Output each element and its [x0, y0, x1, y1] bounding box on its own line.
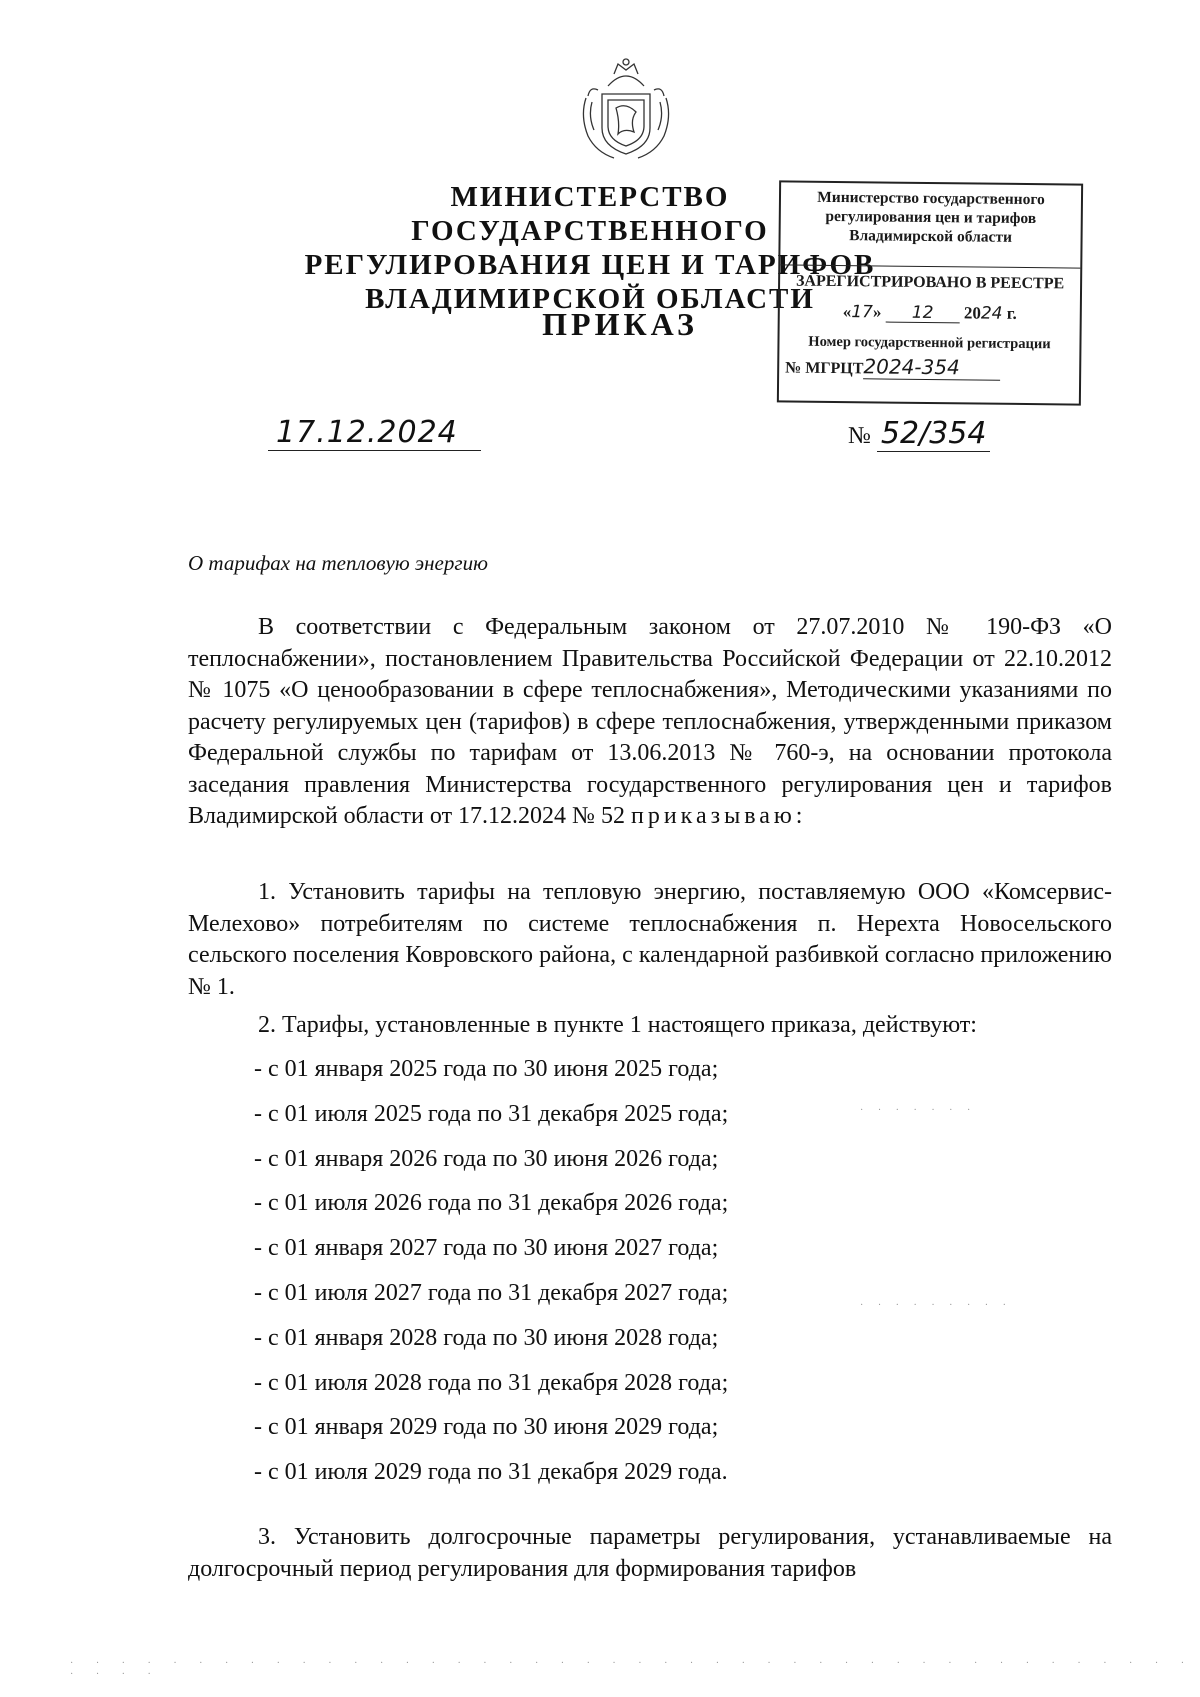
order-number-label: №	[848, 423, 871, 449]
registration-stamp	[777, 180, 1083, 405]
item-1-paragraph: 1. Установить тарифы на тепловую энергию, поставляемую ООО «Комсервис-Мелехово» потребителям по системе теплоснабжения п. Нерехта Новосельского сельского поселения Ковровского района, с календарной разбивкой согласно приложению № 1.	[188, 879, 1112, 1000]
item-2-paragraph: 2. Тарифы, установленные в пункте 1 настоящего приказа, действуют:	[258, 1012, 977, 1038]
period-item: - с 01 января 2025 года по 30 июня 2025 года;	[254, 1056, 719, 1082]
period-item: - с 01 июля 2026 года по 31 декабря 2026 года;	[254, 1190, 729, 1217]
ministry-heading-line2: РЕГУЛИРОВАНИЯ ЦЕН И ТАРИФОВ	[304, 249, 876, 281]
preamble-verb: приказываю:	[630, 803, 807, 829]
scan-noise: · · · · · · · · ·	[860, 1300, 1012, 1311]
stamp-reg-number	[785, 356, 1073, 380]
stamp-reg-label: Номер государственной регистрации	[808, 333, 1051, 353]
stamp-year-suffix: 24	[980, 303, 1003, 324]
period-item: - с 01 июля 2027 года по 31 декабря 2027 года;	[254, 1279, 729, 1306]
scan-noise: · · · · · · · · · · · · · · · · · · · · · · · · · · · · · · · · · · · · · · · · · · · · · · · ·	[70, 1658, 1195, 1680]
preamble-text: В соответствии с Федеральным законом от 27.07.2010 № 190-ФЗ «О теплоснабжении», постановлением Правительства Российской Федерации от 22.10.2012 № 1075 «О ценообразовании в сфере теплоснабжения», Методическими указаниями по расчету регулируемых цен (тарифов) в сфере теплоснабжения, утвержденными приказом Федеральной службы по тарифам от 13.06.2013 № 760-э, на основании протокола заседания правления Министерства государственного регулирования цен и тарифов Владимирской области от 17.12.2024 № 52	[188, 614, 1112, 829]
period-item: - с 01 января 2028 года по 30 июня 2028 года;	[254, 1324, 719, 1351]
preamble-paragraph	[188, 612, 1112, 833]
stamp-year-prefix: 20	[963, 303, 981, 323]
stamp-line3: Владимирской области	[849, 227, 1013, 246]
order-number-field	[848, 416, 990, 451]
period-item: - с 01 января 2027 года по 30 июня 2027 года;	[254, 1235, 719, 1262]
order-subject: О тарифах на тепловую энергию	[188, 551, 488, 575]
period-item: - с 01 июля 2029 года по 31 декабря 2029 года.	[254, 1459, 728, 1486]
stamp-reg-prefix: № МГРЦТ	[785, 359, 864, 378]
stamp-registered-label: ЗАРЕГИСТРИРОВАНО В РЕЕСТРЕ	[795, 272, 1065, 293]
tariff-periods-list	[254, 1054, 728, 1502]
stamp-month: 12	[911, 302, 934, 324]
period-item: - с 01 июля 2028 года по 31 декабря 2028 года;	[254, 1369, 729, 1396]
stamp-day: 17	[851, 302, 873, 323]
stamp-divider	[780, 264, 1080, 268]
stamp-date: «17» 12 2024 г.	[842, 302, 1017, 324]
ministry-heading-line3: ВЛАДИМИРСКОЙ ОБЛАСТИ	[365, 283, 815, 315]
order-number: 52/354	[877, 416, 991, 452]
stamp-year-unit: г.	[1006, 303, 1017, 323]
coat-of-arms-emblem	[578, 56, 674, 162]
period-item: - с 01 января 2026 года по 30 июня 2026 года;	[254, 1145, 719, 1172]
period-item: - с 01 июля 2025 года по 31 декабря 2025 года;	[254, 1100, 729, 1127]
order-date: 17.12.2024	[268, 415, 481, 451]
order-title: ПРИКАЗ	[542, 306, 698, 342]
stamp-line1: Министерство государственного	[817, 188, 1045, 209]
stamp-line2: регулирования цен и тарифов	[825, 207, 1037, 228]
item-3-paragraph: 3. Установить долгосрочные параметры регулирования, устанавливаемые на долгосрочный период регулирования для формирования тарифов	[188, 1524, 1112, 1582]
ministry-heading-line1: МИНИСТЕРСТВО ГОСУДАРСТВЕННОГО	[411, 181, 769, 247]
period-item: - с 01 января 2029 года по 30 июня 2029 года;	[254, 1414, 719, 1441]
scan-noise: · · · · · · ·	[860, 1105, 977, 1116]
stamp-reg-value: 2024-354	[863, 354, 1000, 380]
